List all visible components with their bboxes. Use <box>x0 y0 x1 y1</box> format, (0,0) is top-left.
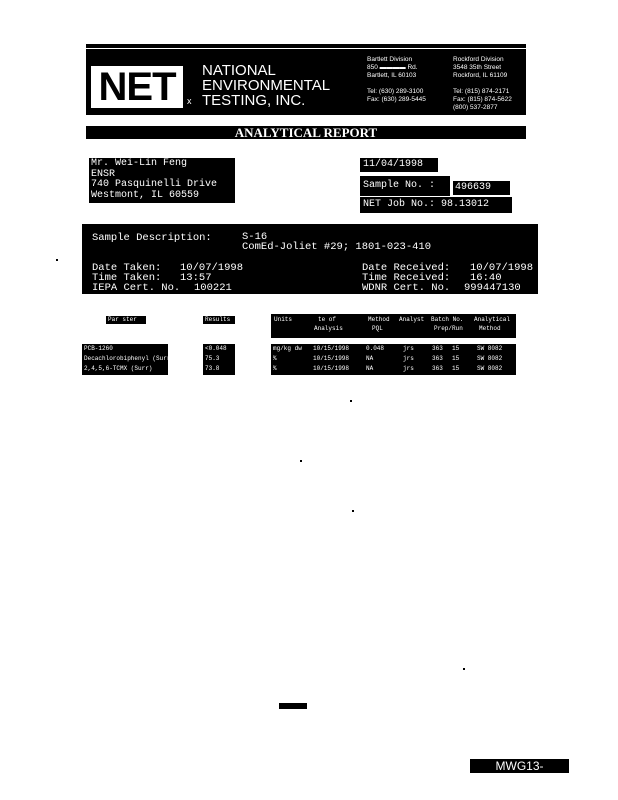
table-row-prep: 363 <box>432 355 443 362</box>
table-row-analyst: jrs <box>403 355 414 362</box>
date-received: 10/07/1998 <box>470 262 534 274</box>
bates-number: MWG13-15_23451 <box>470 759 569 773</box>
address-line: (800) 537-2877 <box>453 104 498 111</box>
table-row-date: 10/15/1998 <box>313 355 350 362</box>
address-line: Fax: (815) 874-5622 <box>453 96 512 103</box>
report-date: 11/04/1998 <box>360 158 438 172</box>
time-received-label: Time Received: <box>362 272 451 284</box>
header-method-2: PQL <box>372 325 383 332</box>
address-line <box>453 80 512 88</box>
header-analytical-1: Analytical <box>474 316 511 323</box>
header-results: Results <box>203 316 235 324</box>
client-line: 740 Pasquinelli Drive <box>91 179 218 190</box>
table-row-prep: 363 <box>432 365 443 372</box>
table-row-parameter: PCB-1260 <box>84 345 113 352</box>
address-line: Bartlett, IL 60103 <box>367 72 417 79</box>
logo-mark: x <box>187 96 192 106</box>
client-line: Mr. Wei-Lin Feng <box>91 158 188 169</box>
scan-speck <box>56 259 58 261</box>
header-batch-1: Batch No. <box>431 316 464 323</box>
table-row-result: 75.3 <box>205 355 220 362</box>
table-row-pql: NA <box>366 355 374 362</box>
date-taken-label: Date Taken: <box>92 262 162 274</box>
scan-speck <box>300 460 302 462</box>
top-rule <box>86 44 526 48</box>
job-no <box>360 197 512 213</box>
header-batch-2: Prep/Run <box>434 325 463 332</box>
table-row-result: <0.048 <box>205 345 227 352</box>
header-date-1: te of <box>318 316 337 323</box>
address-line <box>367 80 426 88</box>
address-line: 850 ▬▬▬▬ Rd. <box>367 64 418 71</box>
date-taken: 10/07/1998 <box>180 262 244 274</box>
header-method-1: Method <box>368 316 390 323</box>
wdnr-label: WDNR Cert. No. <box>362 282 451 294</box>
table-row-run: 15 <box>452 365 460 372</box>
report-title: ANALYTICAL REPORT <box>234 125 378 140</box>
time-received: 16:40 <box>470 272 502 284</box>
net-logo: NET <box>89 64 185 110</box>
address-line: Rockford, IL 61109 <box>453 72 508 79</box>
sample-no-value: 496639 <box>453 181 510 195</box>
scan-speck <box>350 400 352 402</box>
table-row-date: 10/15/1998 <box>313 365 350 372</box>
description-line-1: S-16 <box>242 231 268 243</box>
iepa-label: IEPA Cert. No. <box>92 282 181 294</box>
table-row-units: % <box>273 355 277 362</box>
description-label: Sample Description: <box>92 232 212 244</box>
table-row-prep: 363 <box>432 345 443 352</box>
table-row-pql: NA <box>366 365 374 372</box>
table-row-run: 15 <box>452 355 460 362</box>
sample-no-label: Sample No. : <box>360 176 450 196</box>
table-row-parameter: 2,4,5,6-TCMX (Surr) <box>84 365 153 372</box>
table-row-analyst: jrs <box>403 345 414 352</box>
date-received-label: Date Received: <box>362 262 451 274</box>
table-row-method: SW 8082 <box>477 345 503 352</box>
description-line-2: ComEd-Joliet #29; 1801-023-410 <box>242 241 432 253</box>
table-row-units: mg/kg dw <box>273 345 302 352</box>
header-parameter: Par ster <box>106 316 146 324</box>
company-name <box>202 63 330 108</box>
job-no-value: 98.13012 <box>441 199 490 210</box>
wdnr-cert: 999447130 <box>464 282 521 294</box>
address-line: 3548 35th Street <box>453 64 502 71</box>
table-row-method: SW 8082 <box>477 365 503 372</box>
address-line: Tel: (815) 874-2171 <box>453 88 510 95</box>
table-row-date: 10/15/1998 <box>313 345 350 352</box>
client-address <box>89 158 235 203</box>
rockford-division-address <box>453 56 512 112</box>
time-taken-label: Time Taken: <box>92 272 162 284</box>
company-line: NATIONAL <box>202 62 276 79</box>
time-taken: 13:57 <box>180 272 212 284</box>
address-line: Rockford Division <box>453 56 504 63</box>
header-date-2: Analysis <box>314 325 343 332</box>
client-line: Westmont, IL 60559 <box>91 189 200 201</box>
table-row-run: 15 <box>452 345 460 352</box>
address-line: Tel: (630) 289-3100 <box>367 88 424 95</box>
table-row-method: SW 8082 <box>477 355 503 362</box>
header-analytical-2: Method <box>479 325 501 332</box>
header-units: Units <box>274 316 293 323</box>
address-line: Fax: (630) 289-5445 <box>367 96 426 103</box>
table-row-pql: 0.048 <box>366 345 385 352</box>
scan-speck <box>463 668 465 670</box>
address-line: Bartlett Division <box>367 56 413 63</box>
client-line: ENSR <box>91 168 116 180</box>
header-analyst: Analyst <box>399 316 425 323</box>
bartlett-division-address <box>367 56 426 104</box>
table-row-analyst: jrs <box>403 365 414 372</box>
scan-speck <box>352 510 354 512</box>
job-no-label: NET Job No.: <box>363 199 436 210</box>
page-number-mark <box>279 703 307 709</box>
company-line: TESTING, INC. <box>202 92 306 109</box>
table-row-result: 73.8 <box>205 365 220 372</box>
table-row-parameter: Decachlorobiphenyl (Surr) <box>84 355 175 362</box>
iepa-cert: 100221 <box>194 282 232 294</box>
company-line: ENVIRONMENTAL <box>202 77 331 94</box>
table-row-units: % <box>273 365 277 372</box>
